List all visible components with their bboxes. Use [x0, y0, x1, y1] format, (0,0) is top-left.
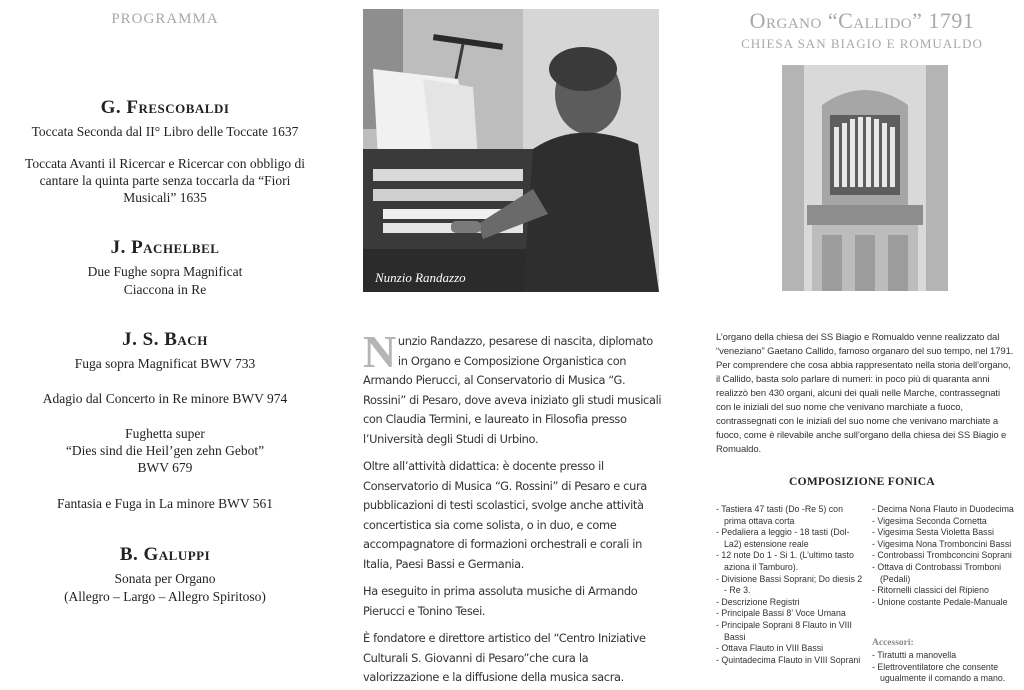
programme-title: PROGRAMMA [111, 11, 219, 27]
composer-name: J. S. Bach [122, 329, 208, 350]
list-item: - Quintadecima Flauto in VIII Soprani [716, 655, 864, 667]
organist-illustration [363, 9, 659, 292]
biography [363, 326, 663, 690]
list-item: - Vigesima Nona Tromboncini Bassi [872, 539, 1022, 551]
accessori-list [872, 650, 1022, 685]
drop-cap: N [363, 326, 396, 377]
bio-paragraph [363, 326, 663, 449]
list-item: - Elettroventilatore che consente ugualmente il comando a mano. [872, 662, 1022, 685]
piece-title: Toccata Avanti il Ricercar e Ricercar con obbligo di cantare la quinta parte senza toccarla da “Fiori Musicali” 1635 [25, 156, 305, 205]
piece-title: Fughetta super [125, 426, 205, 441]
organist-photo [363, 9, 659, 292]
piece-title: BWV 679 [137, 460, 193, 475]
church-name: CHIESA SAN BIAGIO E ROMUALDO [741, 36, 983, 51]
bio-paragraph: Oltre all’attività didattica: è docente presso il Conservatorio di Musica “G. Rossini” di Pesaro e cura pubblicazioni di testi scolastici, svolge anche attività concertistica sia come solista, o in duo, e come accompagnatore di formazioni orchestrali e corali in Italia, Paesi Bassi e Germania. [363, 459, 647, 571]
piece-title: Adagio dal Concerto in Re minore BWV 974 [42, 391, 288, 406]
piece-title: “Dies sind die Heil’gen zehn Gebot” [65, 443, 265, 458]
piece-title: Toccata Seconda dal II° Libro delle Toccate 1637 [31, 124, 299, 139]
list-item: - Descrizione Registri [716, 597, 864, 609]
programme-column [0, 0, 330, 690]
organ-description: L’organo della chiesa dei SS Biagio e Romualdo venne realizzato dal “veneziano” Gaetano Callido, famoso organaro del suo tempo, nel 1791. Per comprendere che cosa abbia rappresentato nella storia dell’organo, il Callido, basta solo parlare di numeri: in poco più di quaranta anni realizzò ben 430 organi, alcuni dei quali nelle Marche, contrassegnati con le iniziali del suo nome che venivano marchiate a fuoco, contrassegnati con le iniziali del suo nome che venivano marchiate a fuoco, come è rilevabile anche sull’organo della chiesa dei SS Biagio e Romualdo. [716, 332, 1014, 455]
composer-name: B. Galuppi [119, 544, 211, 565]
list-item: - Pedaliera a leggio - 18 tasti (Dol-La2) estensione reale [716, 527, 864, 550]
stops-list-left [716, 504, 864, 666]
composizione-fonica-title: COMPOSIZIONE FONICA [789, 476, 935, 488]
accessori-title: Accessori: [872, 638, 914, 648]
bio-paragraph: Ha eseguito in prima assoluta musiche di Armando Pierucci e Tonino Tesei. [363, 584, 638, 618]
list-item: - Principale Soprani 8 Flauto in VIII Bassi [716, 620, 864, 643]
piece-title: Due Fughe sopra Magnificat [87, 264, 243, 279]
list-item: - Controbassi Trombconcini Soprani [872, 550, 1022, 562]
stops-list-right [872, 504, 1022, 608]
list-item: - Unione costante Pedale-Manuale [872, 597, 1022, 609]
list-item: - Principale Bassi 8’ Voce Umana [716, 608, 864, 620]
list-item: - Decima Nona Flauto in Duodecima [872, 504, 1022, 516]
list-item: - Divisione Bassi Soprani; Do diesis 2 - Re 3. [716, 574, 864, 597]
list-item: - Ottava Flauto in VIII Bassi [716, 643, 864, 655]
piece-title: (Allegro – Largo – Allegro Spiritoso) [64, 589, 266, 604]
piece-title: Fantasia e Fuga in La minore BWV 561 [56, 496, 274, 511]
list-item: - Tiratutti a manovella [872, 650, 1022, 662]
piece-title: Sonata per Organo [114, 571, 216, 586]
piece-title: Fuga sopra Magnificat BWV 733 [74, 356, 256, 371]
organ-photo [782, 65, 948, 291]
bio-paragraph: È fondatore e direttore artistico del “Centro Iniziative Culturali S. Giovanni di Pesaro”che cura la valorizzazione e la diffusione della musica sacra. [363, 631, 646, 684]
composer-name: G. Frescobaldi [100, 97, 230, 118]
organ-title: Organo “Callido” 1791 [749, 8, 975, 33]
composer-name: J. Pachelbel [110, 237, 220, 258]
list-item: - Vigesima Seconda Cornetta [872, 516, 1022, 528]
list-item: - Vigesima Sesta Violetta Bassi [872, 527, 1022, 539]
list-item: - 12 note Do 1 - Si 1. (L’ultimo tasto aziona il Tamburo). [716, 550, 864, 573]
organ-illustration [782, 65, 948, 291]
list-item: - Ottava di Controbassi Tromboni (Pedali) [872, 562, 1022, 585]
list-item: - Tastiera 47 tasti (Do -Re 5) con prima ottava corta [716, 504, 864, 527]
list-item: - Ritornelli classici del Ripieno [872, 585, 1022, 597]
photo-caption: Nunzio Randazzo [375, 270, 466, 285]
piece-title: Ciaccona in Re [123, 282, 207, 297]
bio-paragraph-text: unzio Randazzo, pesarese di nascita, diplomato in Organo e Composizione Organistica con Armando Pierucci, al Conservatorio di Musica “G. Rossini” di Pesaro, dove aveva iniziato gli studi musicali con Claudia Termini, e laureato in Filosofia presso l’Università degli Studi di Urbino. [363, 334, 662, 446]
